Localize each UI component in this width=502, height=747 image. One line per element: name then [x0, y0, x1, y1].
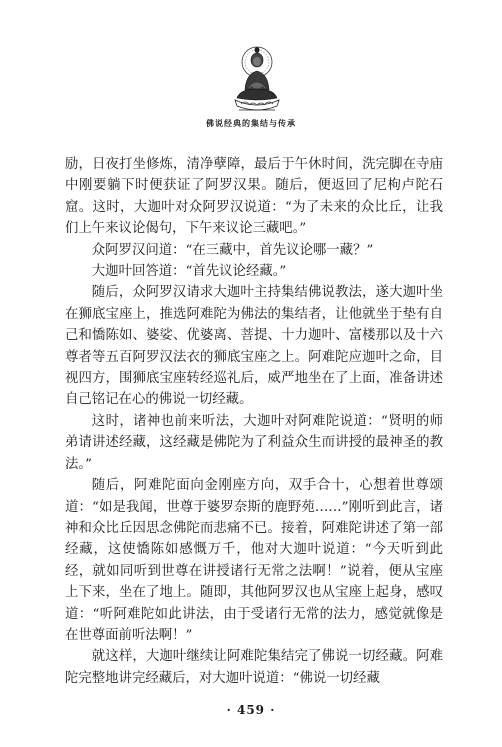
paragraph: 众阿罗汉问道：“在三藏中，首先议论哪一藏？” [91, 242, 374, 258]
paragraph: 随后，阿难陀面向金刚座方向，双手合十，心想着世尊颂道：“如是我闻，世尊于婆罗奈斯的鹿野苑……”刚听到此言，诸神和众比丘因思念佛陀而悲痛不已。接着，阿难陀讲述了第一部经藏，这使憍陈如感慨万千，他对大迦叶说道：“今天听到此经，就如同听到世尊在讲授诸行无常之法啊！”说着，便从宝座上下来，坐在了地上。随即，其他阿罗汉也从宝座上起身，感叹道：“听阿难陀如此讲法，由于受诸行无常的法力，感觉就像是在世尊面前听法啊！” [65, 478, 443, 643]
body-text [65, 154, 443, 689]
page-header [0, 0, 502, 140]
buddha-emblem-icon [227, 38, 287, 118]
paragraph: 励，日夜打坐修炼，清净孽障，最后于午休时间，洗完脚在寺庙中刚要躺下时便获证了阿罗汉果。随后，便返回了尼枸卢陀石窟。这时，大迦叶对众阿罗汉说道：“为了未来的众比丘，让我们上午来议论偈句，下午来议论三藏吧。” [65, 157, 443, 237]
running-header: 佛说经典的集结与传承 [206, 118, 296, 128]
paragraph: 随后，众阿罗汉请求大迦叶主持集结佛说教法，遂大迦叶坐在狮底宝座上，推选阿难陀为佛法的集结者，让他就坐于垫有自己和憍陈如、婆娑、优婆离、菩提、十力迦叶、富楼那以及十六尊者等五百阿罗汉法衣的狮底宝座之上。阿难陀应迦叶之命，目视四方，围狮底宝座转经巡礼后，威严地坐在了上面，准备讲述自己铭记在心的佛说一切经藏。 [65, 285, 443, 408]
paragraph: 就这样，大迦叶继续让阿难陀集结完了佛说一切经藏。阿难陀完整地讲完经藏后，对大迦叶说道：“佛说一切经藏 [65, 649, 443, 686]
paragraph: 这时，诸神也前来听法，大迦叶对阿难陀说道：“贤明的师弟请讲述经藏，这经藏是佛陀为了利益众生而讲授的最神圣的教法。” [65, 413, 443, 472]
page-number: · 459 · [226, 703, 276, 717]
paragraph: 大迦叶回答道：“首先议论经藏。” [91, 264, 287, 280]
